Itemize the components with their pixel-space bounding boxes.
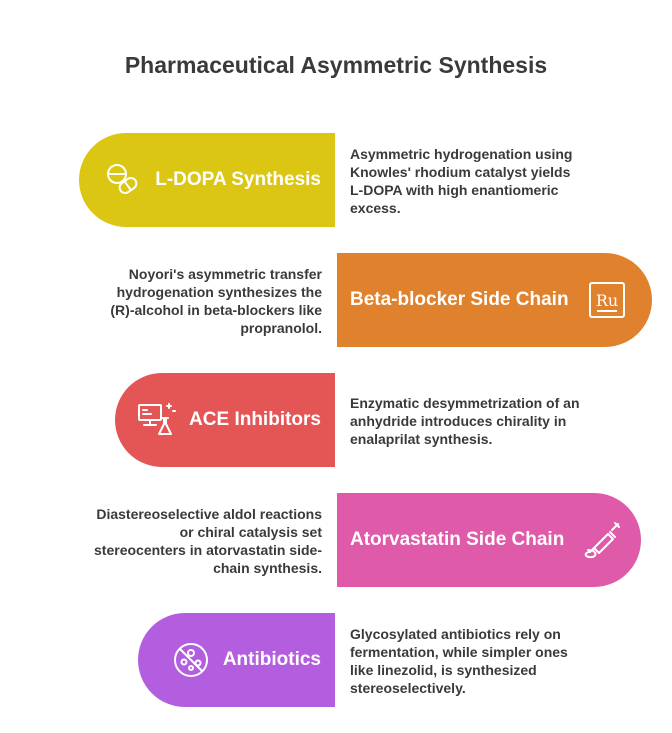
step-description: Noyori's asymmetric transfer hydrogenation synthesizes the (R)-alcohol in beta-blockers like propranolol. bbox=[110, 266, 322, 336]
syringe-icon bbox=[582, 520, 622, 560]
lab-computer-flask-icon bbox=[137, 400, 177, 440]
step-beta-blocker bbox=[337, 253, 652, 347]
step-ace-inhibitors bbox=[115, 373, 335, 467]
step-label: Atorvastatin Side Chain bbox=[350, 529, 565, 550]
svg-text:Ru: Ru bbox=[595, 291, 618, 310]
ruthenium-element-icon bbox=[587, 280, 627, 320]
no-bacteria-icon bbox=[171, 640, 211, 680]
step-label: Beta-blocker Side Chain bbox=[350, 289, 569, 310]
step-description: Asymmetric hydrogenation using Knowles' rhodium catalyst yields L-DOPA with high enantiomeric excess. bbox=[350, 146, 573, 216]
step-atorvastatin bbox=[337, 493, 641, 587]
step-label: ACE Inhibitors bbox=[189, 409, 321, 430]
step-l-dopa bbox=[79, 133, 335, 227]
step-label: Antibiotics bbox=[222, 649, 321, 670]
pills-icon bbox=[103, 160, 143, 200]
diagram-title: Pharmaceutical Asymmetric Synthesis bbox=[124, 52, 548, 78]
step-description: Enzymatic desymmetrization of an anhydride introduces chirality in enalaprilat synthesis. bbox=[350, 395, 580, 447]
step-description: Diastereoselective aldol reactions or chiral catalysis set stereocenters in atorvastatin side-chain synthesis. bbox=[94, 506, 322, 576]
step-description: Glycosylated antibiotics rely on fermentation, while simpler ones like linezolid, is synthesized stereoselectively. bbox=[350, 626, 568, 696]
step-label: L-DOPA Synthesis bbox=[155, 169, 321, 190]
step-antibiotics bbox=[138, 613, 335, 707]
